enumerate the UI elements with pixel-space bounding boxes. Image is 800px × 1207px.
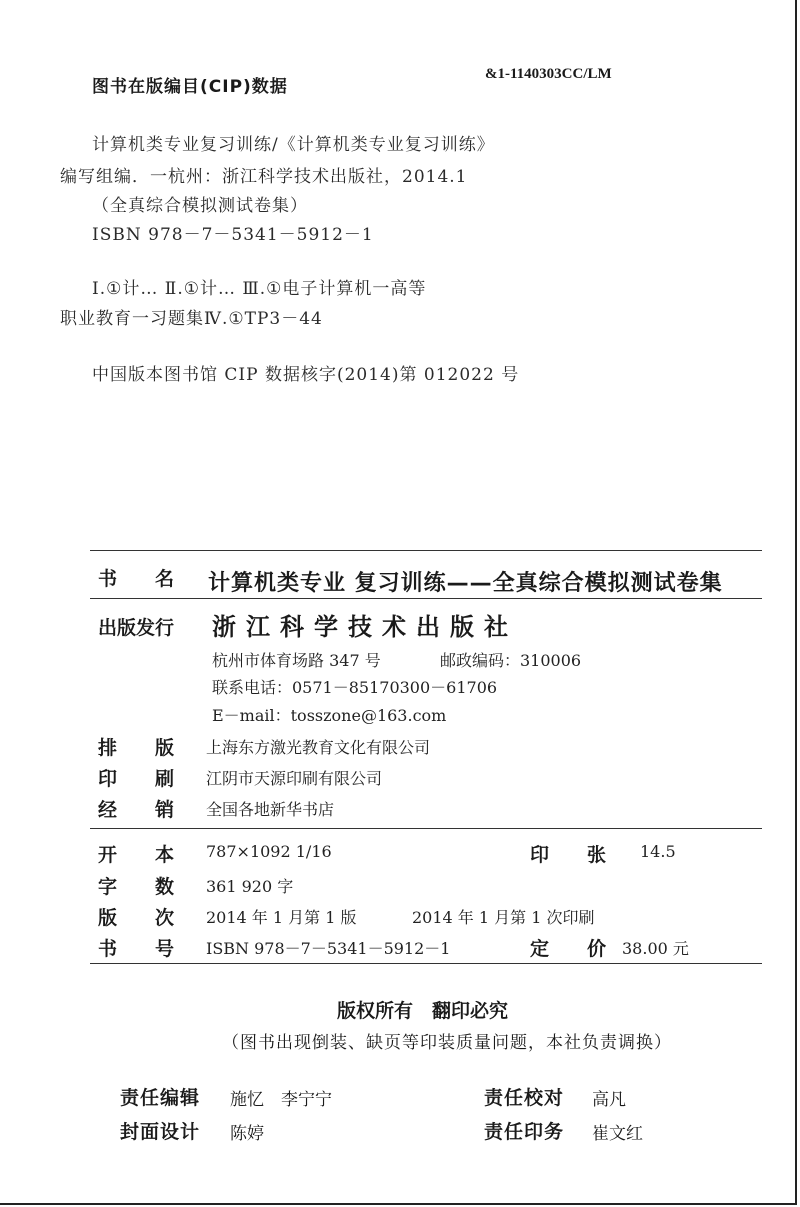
publisher-address: 杭州市体育场路 347 号: [212, 651, 381, 670]
format-label: 开 本: [98, 844, 175, 866]
isbn-value: ISBN 978－7－5341－5912－1: [206, 939, 451, 958]
cip-line: Ⅰ.①计… Ⅱ.①计… Ⅲ.①电子计算机一高等: [92, 279, 427, 299]
words-value: 361 920 字: [206, 877, 294, 896]
cip-line: （全真综合模拟测试卷集）: [92, 196, 308, 216]
impression-value: 2014 年 1 月第 1 次印刷: [412, 908, 595, 927]
sheets-value: 14.5: [640, 842, 676, 861]
cip-verification: 中国版本图书馆 CIP 数据核字(2014)第 012022 号: [92, 365, 520, 385]
typeset-value: 上海东方激光教育文化有限公司: [206, 738, 431, 757]
rights-note: （图书出现倒装、缺页等印装质量问题，本社负责调换）: [222, 1033, 672, 1053]
publisher-name: 浙江科学技术出版社: [212, 612, 518, 641]
proof-value: 高凡: [592, 1090, 626, 1110]
cip-code: &1-1140303CC/LM: [485, 66, 612, 82]
isbn-label: 书 号: [98, 938, 175, 960]
cover-design-value: 陈婷: [230, 1124, 264, 1144]
price-label: 定 价: [530, 938, 607, 960]
publisher-label: 出版发行: [98, 617, 175, 639]
phone: 联系电话：0571－85170300－61706: [212, 678, 498, 697]
cip-heading: 图书在版编目(CIP)数据: [92, 77, 288, 97]
printing-manager-label: 责任印务: [484, 1121, 565, 1143]
editor-label: 责任编辑: [120, 1087, 201, 1109]
cip-isbn: ISBN 978－7－5341－5912－1: [92, 225, 374, 245]
print-label: 印 刷: [98, 768, 175, 790]
edition-value: 2014 年 1 月第 1 版: [206, 908, 357, 927]
cover-design-label: 封面设计: [120, 1121, 201, 1143]
divider: [90, 550, 762, 551]
distribution-label: 经 销: [98, 799, 175, 821]
divider: [90, 828, 762, 829]
distribution-value: 全国各地新华书店: [206, 800, 335, 819]
title-label: 书 名: [98, 568, 175, 590]
divider: [90, 598, 762, 599]
rights-heading: 版权所有 翻印必究: [337, 1000, 509, 1022]
price-value: 38.00 元: [622, 939, 689, 958]
words-label: 字 数: [98, 876, 175, 898]
divider: [90, 963, 762, 964]
format-value: 787×1092 1/16: [206, 842, 332, 861]
editor-value: 施忆 李宁宁: [230, 1090, 332, 1110]
typeset-label: 排 版: [98, 737, 175, 759]
cip-line: 职业教育一习题集Ⅳ.①TP3－44: [60, 309, 323, 329]
cip-line: 编写组编．一杭州：浙江科学技术出版社，2014.1: [60, 167, 468, 187]
cip-line: 计算机类专业复习训练/《计算机类专业复习训练》: [92, 135, 495, 155]
printing-manager-value: 崔文红: [592, 1124, 643, 1144]
sheets-label: 印 张: [530, 844, 607, 866]
print-value: 江阴市天源印刷有限公司: [206, 769, 383, 788]
book-title: 计算机类专业 复习训练——全真综合模拟测试卷集: [208, 571, 723, 596]
proof-label: 责任校对: [484, 1087, 565, 1109]
email: E－mail：tosszone@163.com: [212, 706, 447, 725]
postcode: 邮政编码：310006: [440, 651, 582, 670]
edition-label: 版 次: [98, 907, 175, 929]
